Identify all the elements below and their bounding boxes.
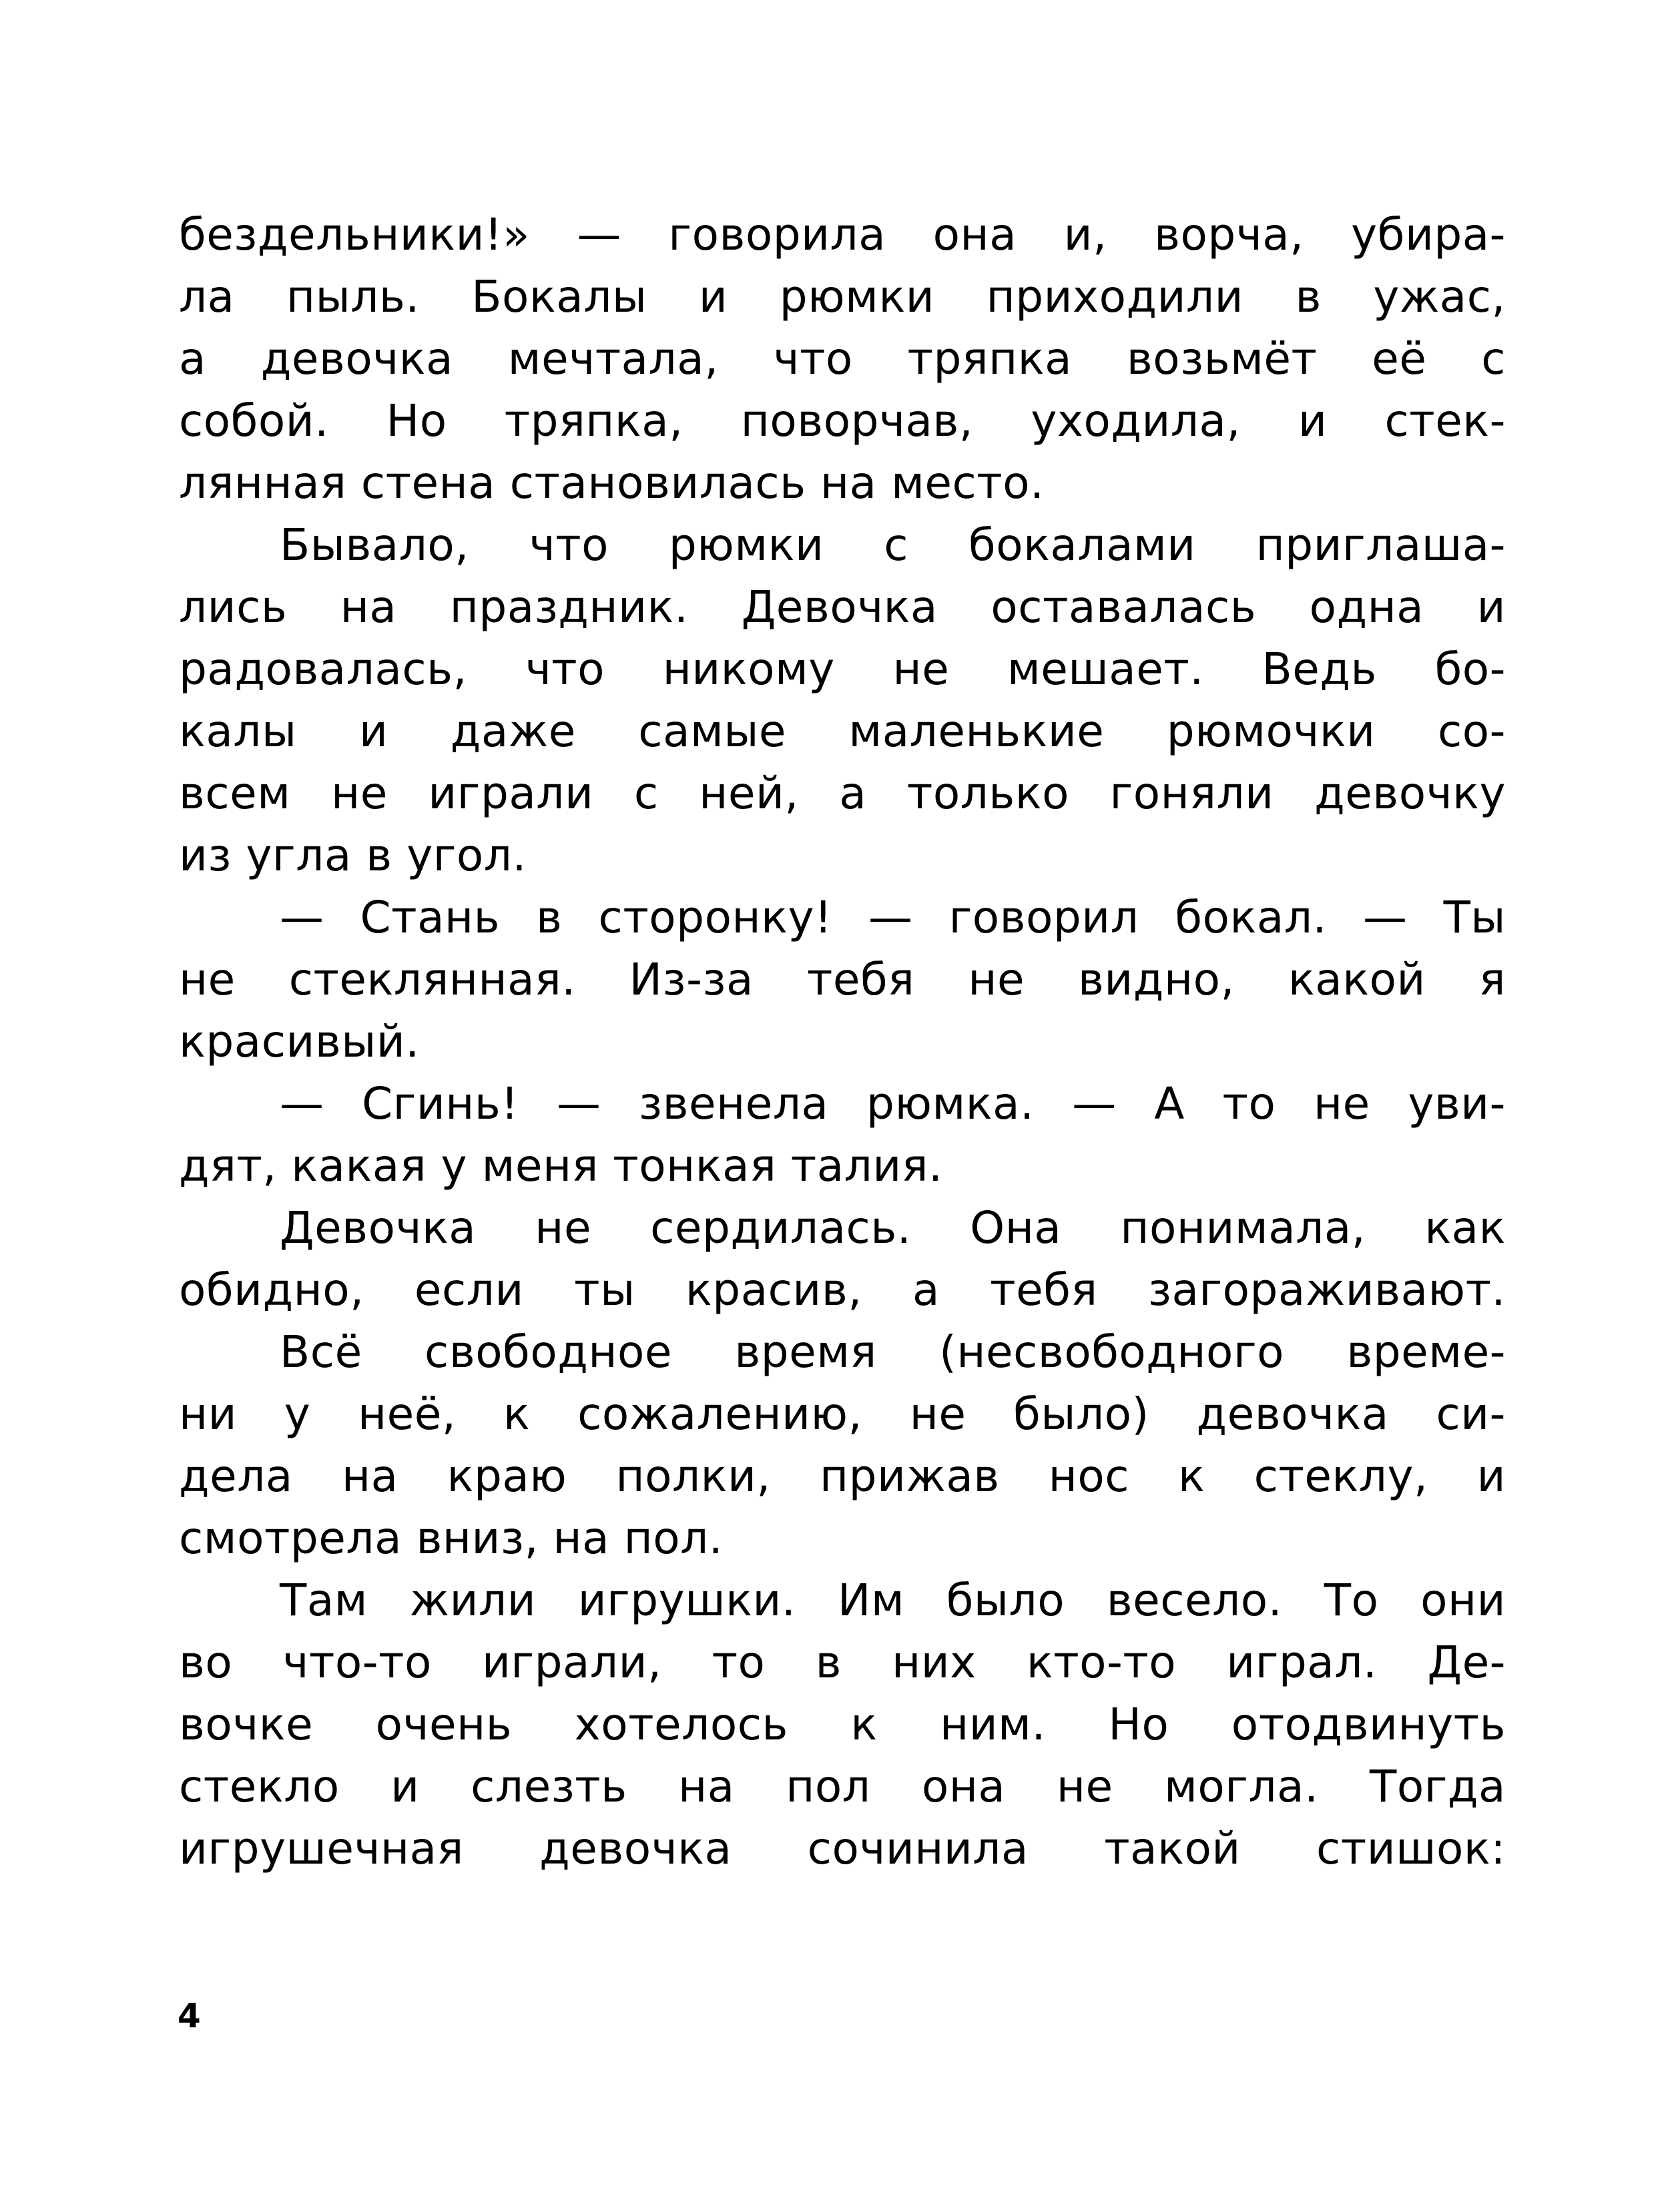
- body-text: [179, 204, 1506, 1880]
- text-line: лянная стена становилась на место.: [179, 457, 1045, 509]
- text-line: калы и даже самые маленькие рюмочки со-: [179, 706, 1506, 757]
- text-line: смотрела вниз, на пол.: [179, 1513, 724, 1564]
- paragraph-start-line: Всё свободное время (несвободного време-: [280, 1326, 1506, 1378]
- paragraph-start-line: Там жили игрушки. Им было весело. То они: [280, 1575, 1506, 1626]
- text-line: обидно, если ты красив, а тебя загораживают.: [179, 1264, 1506, 1316]
- text-line: красивый.: [179, 1016, 420, 1067]
- text-line: ни у неё, к сожалению, не было) девочка си-: [179, 1388, 1506, 1440]
- paragraph-start-line: Бывало, что рюмки с бокалами приглаша-: [280, 519, 1506, 571]
- text-line: во что-то играли, то в них кто-то играл. Де-: [179, 1637, 1506, 1688]
- text-line: дят, какая у меня тонкая талия.: [179, 1140, 943, 1191]
- text-line: лись на праздник. Девочка оставалась одна и: [179, 581, 1506, 633]
- text-line: ла пыль. Бокалы и рюмки приходили в ужас,: [179, 271, 1506, 322]
- text-line: вочке очень хотелось к ним. Но отодвинуть: [179, 1699, 1506, 1750]
- text-line: а девочка мечтала, что тряпка возьмёт её с: [179, 333, 1506, 384]
- text-line: дела на краю полки, прижав нос к стеклу, и: [179, 1450, 1506, 1502]
- page-number: 4: [178, 1996, 201, 2035]
- text-line: из угла в угол.: [179, 830, 527, 881]
- text-line: собой. Но тряпка, поворчав, уходила, и стек-: [179, 395, 1506, 447]
- text-line: стекло и слезть на пол она не могла. Тогда: [179, 1761, 1506, 1812]
- text-line: всем не играли с ней, а только гоняли девочку: [179, 768, 1506, 819]
- text-line: бездельники!» — говорила она и, ворча, убира-: [179, 209, 1506, 260]
- text-line: не стеклянная. Из-за тебя не видно, какой я: [179, 954, 1506, 1005]
- paragraph-start-line: Девочка не сердилась. Она понимала, как: [280, 1202, 1506, 1254]
- paragraph-start-line: — Стань в сторонку! — говорил бокал. — Ты: [280, 892, 1506, 943]
- text-line: игрушечная девочка сочинила такой стишок:: [179, 1823, 1506, 1874]
- paragraph-start-line: — Сгинь! — звенела рюмка. — А то не уви-: [280, 1078, 1506, 1129]
- text-line: радовалась, что никому не мешает. Ведь бо-: [179, 643, 1506, 695]
